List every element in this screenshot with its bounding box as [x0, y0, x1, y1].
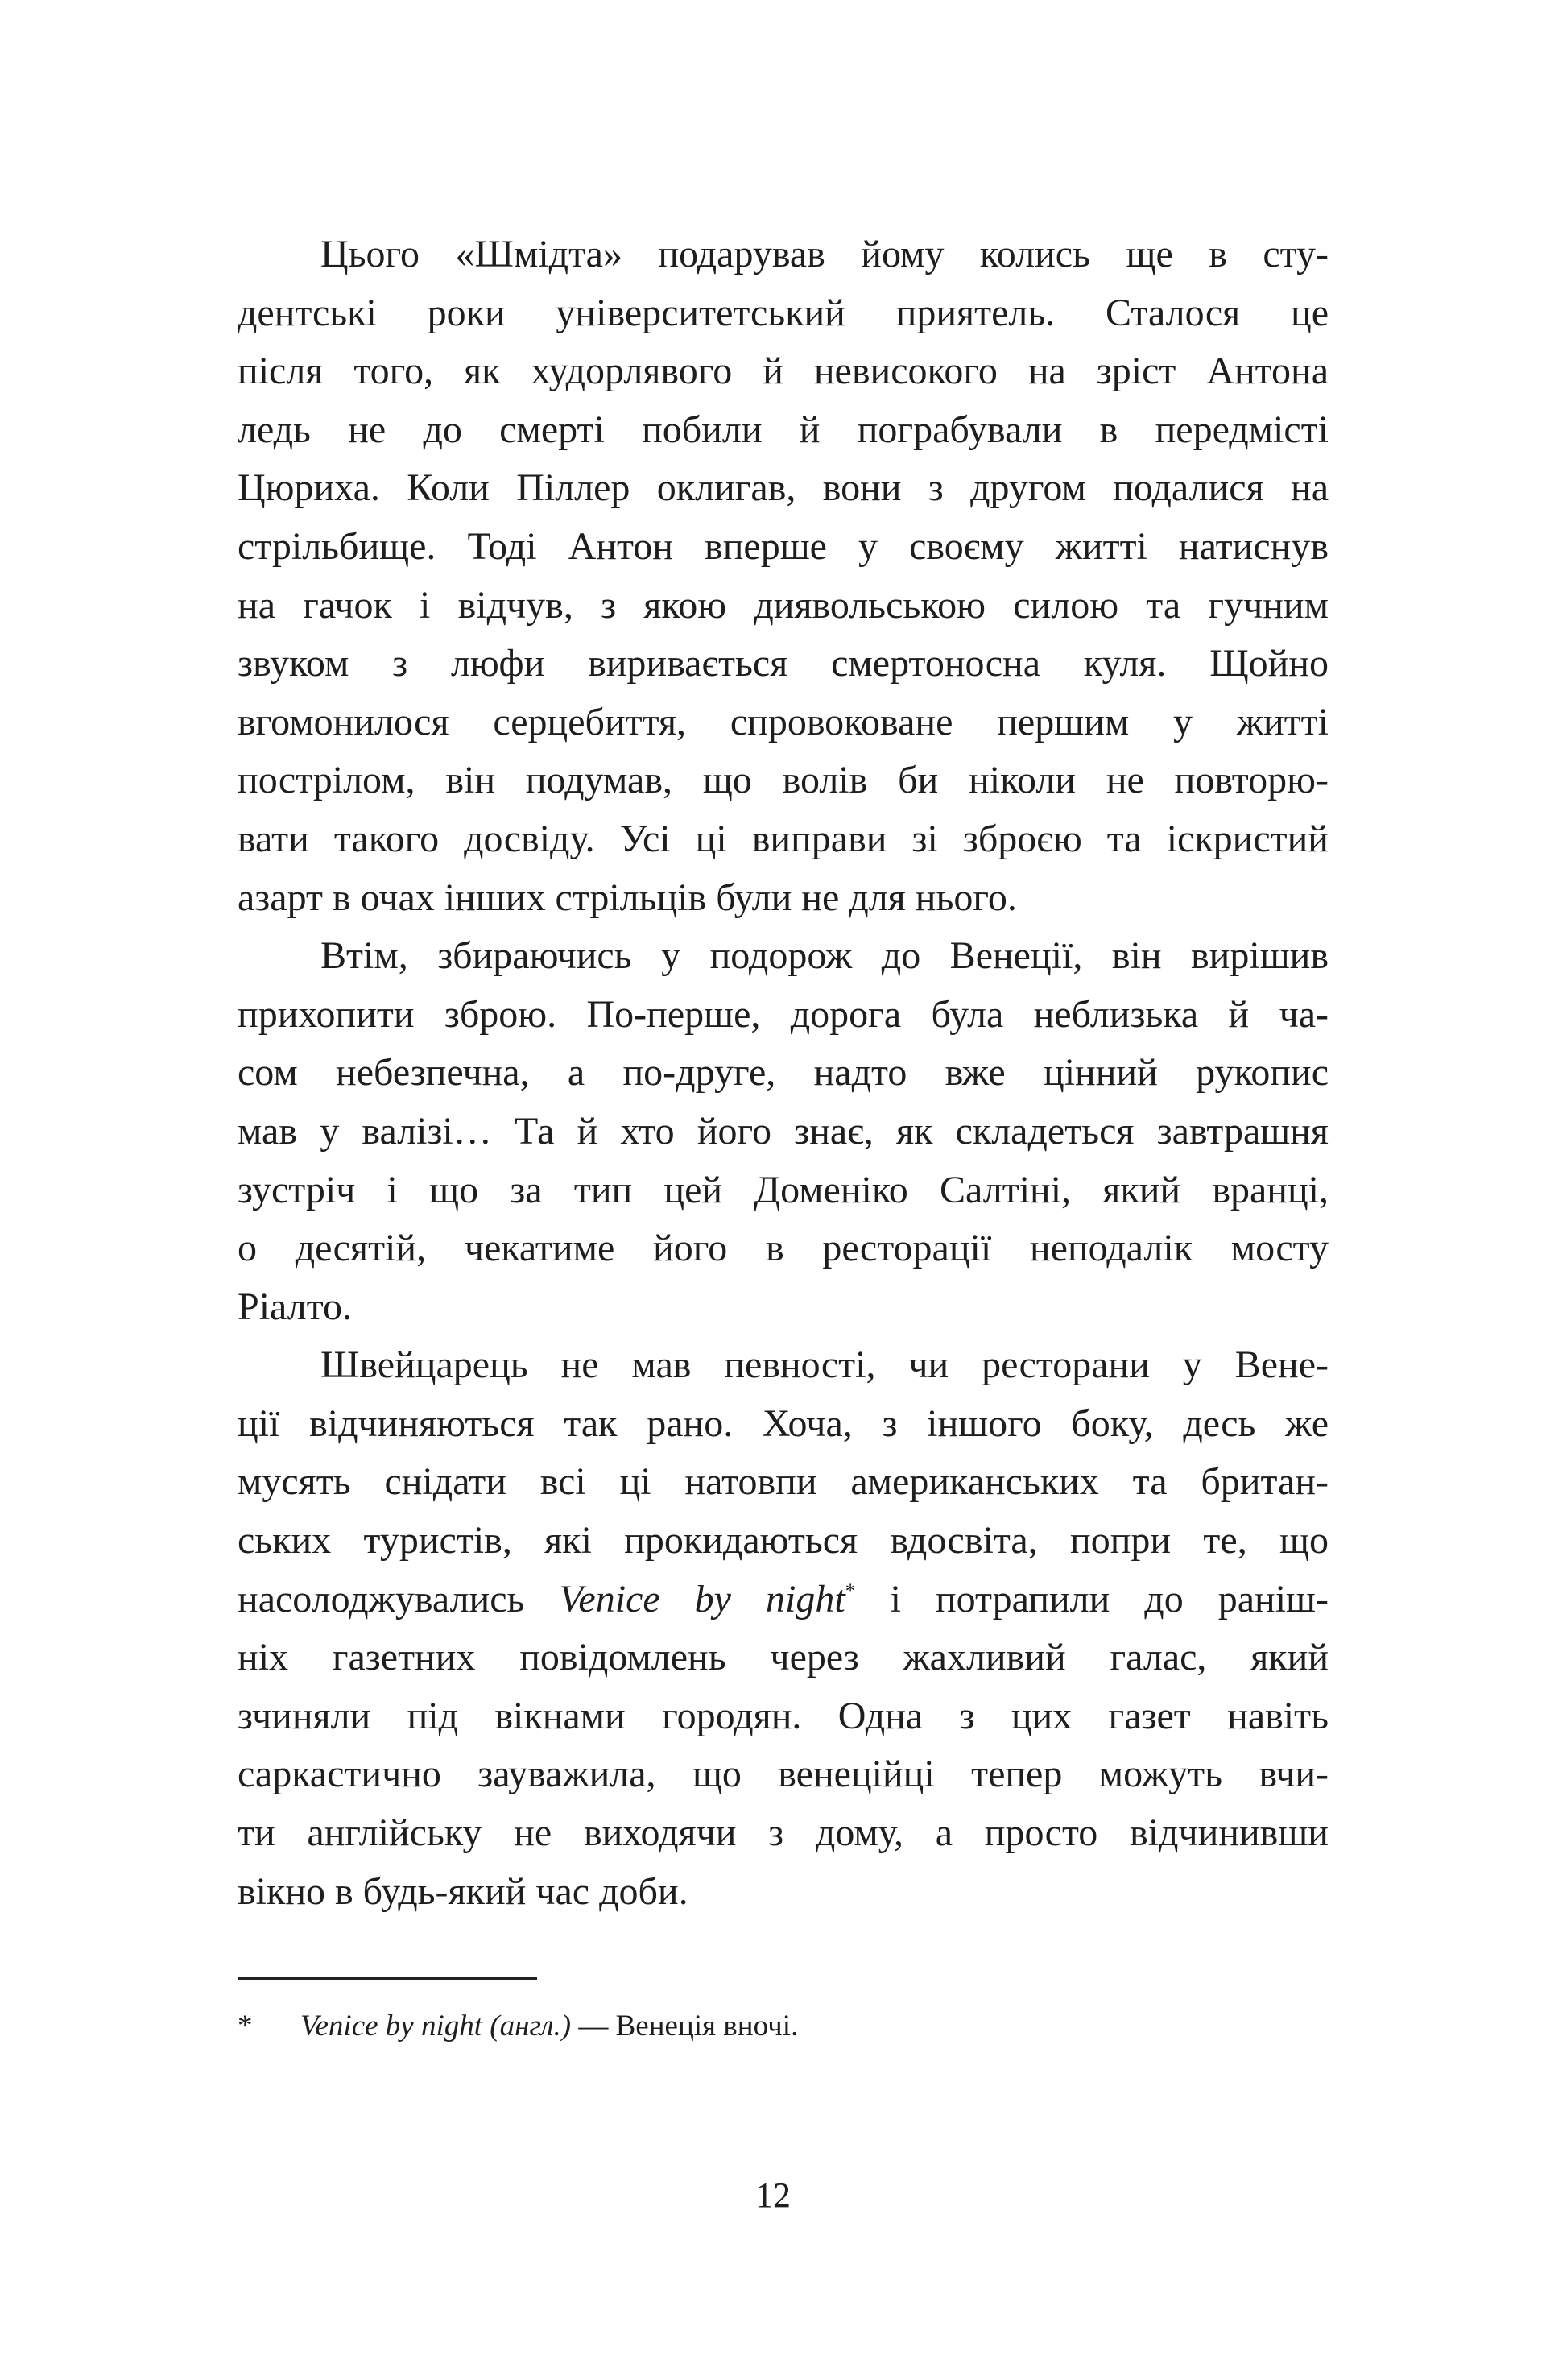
text-line: сом небезпечна, а по-друге, надто вже цінний рукопис [238, 1051, 1329, 1095]
text-line: Втім, збираючись у подорож до Венеції, він вирішив [320, 934, 1329, 978]
text-line: звуком з люфи виривається смертоносна куля. Щойно [238, 642, 1329, 685]
footnote-mark: * [238, 2010, 253, 2043]
text-line: стрільбище. Тоді Антон вперше у своєму житті натиснув [238, 524, 1329, 568]
text-line: дентські роки університетський приятель. Сталося це [238, 291, 1329, 334]
text-line: ледь не до смерті побили й пограбували в передмісті [238, 408, 1329, 451]
text-line: о десятій, чекатиме його в ресторації неподалік мосту [238, 1227, 1329, 1270]
text-line: зустріч і що за тип цей Доменіко Салтіні, який вранці, [238, 1168, 1329, 1211]
text-line: на гачок і відчув, з якою диявольською силою та гучним [238, 583, 1329, 627]
page-number: 12 [755, 2175, 791, 2215]
text-line: пострілом, він подумав, що волів би ніколи не повторю- [238, 759, 1329, 802]
footnote-term: Venice by night [300, 2010, 483, 2043]
text-line: Ріалто. [238, 1285, 353, 1328]
footnote-translation: — Венеція вночі. [571, 2010, 799, 2043]
footnote [238, 2007, 798, 2046]
text-segment: і потрапили до раніш- [855, 1577, 1329, 1620]
text-line: вати такого досвіду. Усі ці виправи зі зброєю та іскристий [238, 817, 1329, 860]
text-line: ніх газетних повідомлень через жахливий галас, який [238, 1636, 1329, 1679]
text-line: вгомонилося серцебиття, спровоковане першим у житті [238, 700, 1329, 743]
text-segment: насолоджувались [238, 1577, 560, 1620]
text-line: азарт в очах інших стрільців були не для нього. [238, 875, 1017, 919]
body-text [238, 226, 1329, 1921]
footnote-reference[interactable]: * [845, 1579, 856, 1603]
text-line-with-footnote-ref [238, 1571, 1329, 1629]
text-line: прихопити зброю. По-перше, дорога була неблизька й ча- [238, 992, 1329, 1036]
text-line: ції відчиняються так рано. Хоча, з іншого боку, десь же [238, 1401, 1329, 1445]
text-line: ти англійську не виходячи з дому, а просто відчинивши [238, 1811, 1329, 1855]
text-line: Цього «Шмідта» подарував йому колись ще в сту- [320, 233, 1329, 275]
text-line: зчиняли під вікнами городян. Одна з цих газет навіть [238, 1694, 1329, 1737]
text-line: саркастично зауважила, що венеційці тепер можуть вчи- [238, 1753, 1329, 1796]
italic-phrase: Venice by night [559, 1577, 845, 1620]
text-line: вікно в будь-який час доби. [238, 1869, 688, 1913]
footnote-divider [238, 1977, 537, 1980]
text-line: ських туристів, які прокидаються вдосвіта, попри те, що [238, 1519, 1329, 1563]
text-line: мав у валізі… Та й хто його знає, як складеться завтрашня [238, 1109, 1329, 1153]
text-line: мусять снідати всі ці натовпи американських та британ- [238, 1460, 1329, 1504]
text-line: після того, як худорлявого й невисокого на зріст Антона [238, 350, 1329, 393]
footnote-language: (англ.) [490, 2010, 572, 2043]
text-line: Швейцарець не мав певності, чи ресторани у Вене- [320, 1343, 1329, 1387]
text-line: Цюриха. Коли Піллер оклигав, вони з другом подалися на [238, 466, 1329, 510]
